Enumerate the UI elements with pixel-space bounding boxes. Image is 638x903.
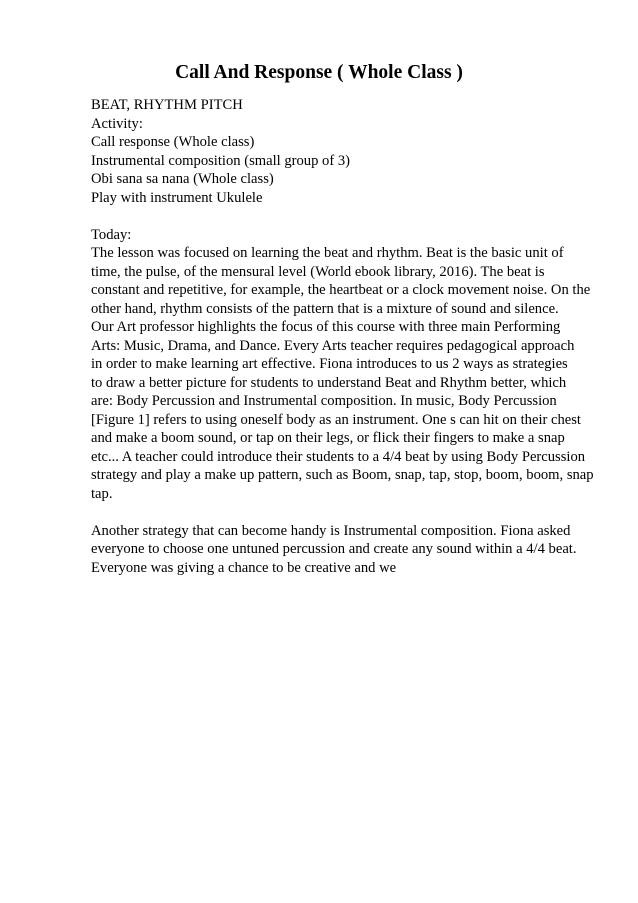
header-line: Activity: <box>91 115 143 132</box>
paragraph2-line: Another strategy that can become handy is Instrumental composition. Fiona asked <box>91 522 571 539</box>
paragraph1-line: time, the pulse, of the mensural level (World ebook library, 2016). The beat is <box>91 263 545 280</box>
paragraph-spacer <box>91 503 611 522</box>
paragraph1-line: and make a boom sound, or tap on their legs, or flick their fingers to make a snap <box>91 430 565 446</box>
paragraph2-line: Everyone was giving a chance to be creative and we <box>91 559 397 576</box>
header-line: Call response (Whole class) <box>91 134 255 150</box>
paragraph1-line: other hand, rhythm consists of the pattern that is a mixture of sound and silence. <box>91 300 559 317</box>
today-label: Today: <box>91 226 132 243</box>
paragraph1-line: tap. <box>91 485 113 502</box>
header-line: Instrumental composition (small group of 3) <box>91 152 350 169</box>
paragraph1-line: [Figure 1] refers to using oneself body as an instrument. One s can hit on their chest <box>91 411 581 428</box>
document-body <box>91 96 611 577</box>
paragraph1-line: to draw a better picture for students to understand Beat and Rhythm better, which <box>91 374 567 391</box>
paragraph1-line: are: Body Percussion and Instrumental composition. In music, Body Percussion <box>91 393 557 409</box>
paragraph1-line: strategy and play a make up pattern, such as Boom, snap, tap, stop, boom, boom, snap <box>91 467 594 483</box>
paragraph1-line: in order to make learning art effective. Fiona introduces to us 2 ways as strategies <box>91 356 568 372</box>
header-line: Obi sana sa nana (Whole class) <box>91 171 274 187</box>
paragraph1-line: Our Art professor highlights the focus of this course with three main Performing <box>91 319 561 335</box>
paragraph1-line: Arts: Music, Drama, and Dance. Every Arts teacher requires pedagogical approach <box>91 337 575 354</box>
paragraph1-line: etc... A teacher could introduce their students to a 4/4 beat by using Body Percussion <box>91 448 586 465</box>
paragraph2-line: everyone to choose one untuned percussion and create any sound within a 4/4 beat. <box>91 541 577 557</box>
paragraph1-line: constant and repetitive, for example, the heartbeat or a clock movement noise. On the <box>91 282 591 298</box>
header-line: BEAT, RHYTHM PITCH <box>91 97 243 113</box>
paragraph1-line: The lesson was focused on learning the beat and rhythm. Beat is the basic unit of <box>91 245 564 261</box>
paragraph-spacer <box>91 207 611 226</box>
document-title: Call And Response ( Whole Class ) <box>175 62 463 83</box>
header-line: Play with instrument Ukulele <box>91 189 263 206</box>
